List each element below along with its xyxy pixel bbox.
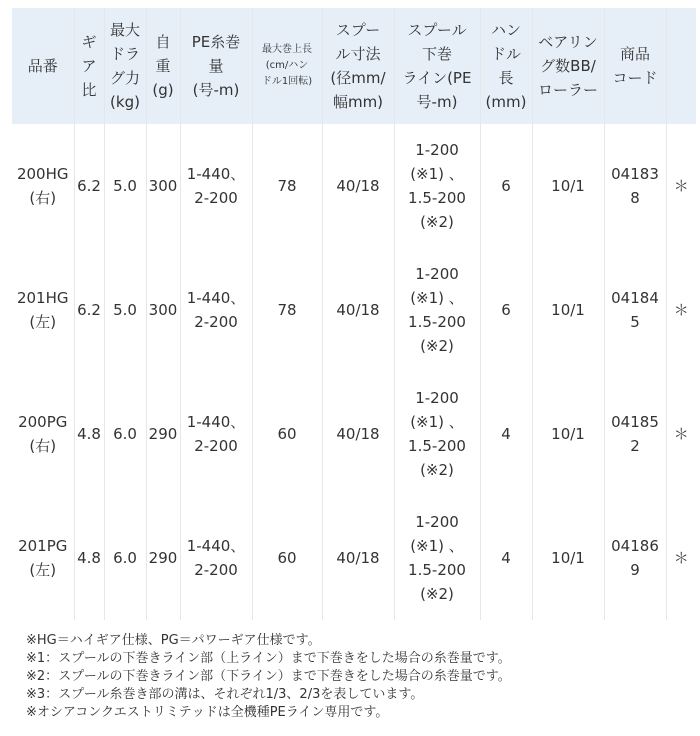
cell-max-drag: 6.0	[104, 372, 146, 496]
cell-handle-length: 4	[480, 496, 532, 620]
cell-mark: ＊	[666, 124, 696, 248]
cell-spool-size: 40/18	[322, 124, 394, 248]
cell-weight: 300	[146, 124, 180, 248]
cell-spool-size: 40/18	[322, 372, 394, 496]
cell-max-drag: 6.0	[104, 496, 146, 620]
cell-spool-underline: 1-200 (※1) 、 1.5-200 (※2)	[394, 248, 480, 372]
cell-weight: 290	[146, 372, 180, 496]
cell-product-code: 04185 2	[604, 372, 666, 496]
table-row	[12, 124, 696, 248]
cell-max-retrieve: 60	[252, 372, 322, 496]
cell-weight: 290	[146, 496, 180, 620]
spec-sheet	[12, 8, 696, 728]
footnote: ※3：スプール糸巻き部の溝は、それぞれ1/3、2/3を表しています。	[26, 687, 424, 702]
cell-product-code: 04184 5	[604, 248, 666, 372]
cell-part-number: 200HG (右)	[12, 124, 74, 248]
cell-mark: ＊	[666, 372, 696, 496]
cell-pe-capacity: 1-440、 2-200	[180, 496, 252, 620]
cell-handle-length: 6	[480, 124, 532, 248]
header-weight: 自 重 (g)	[146, 8, 180, 124]
cell-gear-ratio: 6.2	[74, 248, 104, 372]
footnotes	[12, 628, 696, 726]
header-handle-length: ハン ドル 長 (mm)	[480, 8, 532, 124]
footnote: ※HG＝ハイギア仕様、PG＝パワーギア仕様です。	[26, 633, 321, 648]
table-row	[12, 496, 696, 620]
cell-bearings: 10/1	[532, 496, 604, 620]
header-spool-underline: スプール 下巻 ライン(PE 号-m)	[394, 8, 480, 124]
cell-product-code: 04186 9	[604, 496, 666, 620]
cell-spool-size: 40/18	[322, 248, 394, 372]
header-gear-ratio: ギア 比	[74, 8, 104, 124]
cell-spool-underline: 1-200 (※1) 、 1.5-200 (※2)	[394, 372, 480, 496]
cell-pe-capacity: 1-440、 2-200	[180, 248, 252, 372]
cell-max-drag: 5.0	[104, 124, 146, 248]
cell-max-drag: 5.0	[104, 248, 146, 372]
footnote: ※2：スプールの下巻きライン部（下ライン）まで下巻きをした場合の糸巻量です。	[26, 669, 511, 684]
header-product-code: 商品 コード	[604, 8, 666, 124]
header-pe-capacity: PE糸巻 量 (号-m)	[180, 8, 252, 124]
table-row	[12, 248, 696, 372]
cell-gear-ratio: 6.2	[74, 124, 104, 248]
cell-gear-ratio: 4.8	[74, 372, 104, 496]
cell-part-number: 200PG (右)	[12, 372, 74, 496]
cell-pe-capacity: 1-440、 2-200	[180, 372, 252, 496]
cell-product-code: 04183 8	[604, 124, 666, 248]
cell-max-retrieve: 78	[252, 248, 322, 372]
cell-handle-length: 4	[480, 372, 532, 496]
cell-part-number: 201HG (左)	[12, 248, 74, 372]
cell-pe-capacity: 1-440、 2-200	[180, 124, 252, 248]
spec-table	[12, 8, 696, 620]
cell-spool-size: 40/18	[322, 496, 394, 620]
cell-bearings: 10/1	[532, 124, 604, 248]
cell-spool-underline: 1-200 (※1) 、 1.5-200 (※2)	[394, 124, 480, 248]
header-bearings: ベアリン グ数BB/ ローラー	[532, 8, 604, 124]
table-header-row	[12, 8, 696, 124]
header-max-drag: 最大 ドラ グ力 (kg)	[104, 8, 146, 124]
header-mark	[666, 8, 696, 124]
cell-spool-underline: 1-200 (※1) 、 1.5-200 (※2)	[394, 496, 480, 620]
header-max-retrieve: 最大巻上長 (cm/ハン ドル1回転)	[252, 8, 322, 124]
cell-handle-length: 6	[480, 248, 532, 372]
header-part-number: 品番	[12, 8, 74, 124]
cell-weight: 300	[146, 248, 180, 372]
table-row	[12, 372, 696, 496]
cell-bearings: 10/1	[532, 372, 604, 496]
cell-gear-ratio: 4.8	[74, 496, 104, 620]
cell-max-retrieve: 78	[252, 124, 322, 248]
footnote: ※オシアコンクエストリミテッドは全機種PEライン専用です。	[26, 705, 389, 720]
cell-bearings: 10/1	[532, 248, 604, 372]
cell-mark: ＊	[666, 248, 696, 372]
footnote: ※1：スプールの下巻きライン部（上ライン）まで下巻きをした場合の糸巻量です。	[26, 651, 511, 666]
cell-max-retrieve: 60	[252, 496, 322, 620]
cell-mark: ＊	[666, 496, 696, 620]
cell-part-number: 201PG (左)	[12, 496, 74, 620]
header-spool-size: スプー ル寸法 (径mm/ 幅mm)	[322, 8, 394, 124]
